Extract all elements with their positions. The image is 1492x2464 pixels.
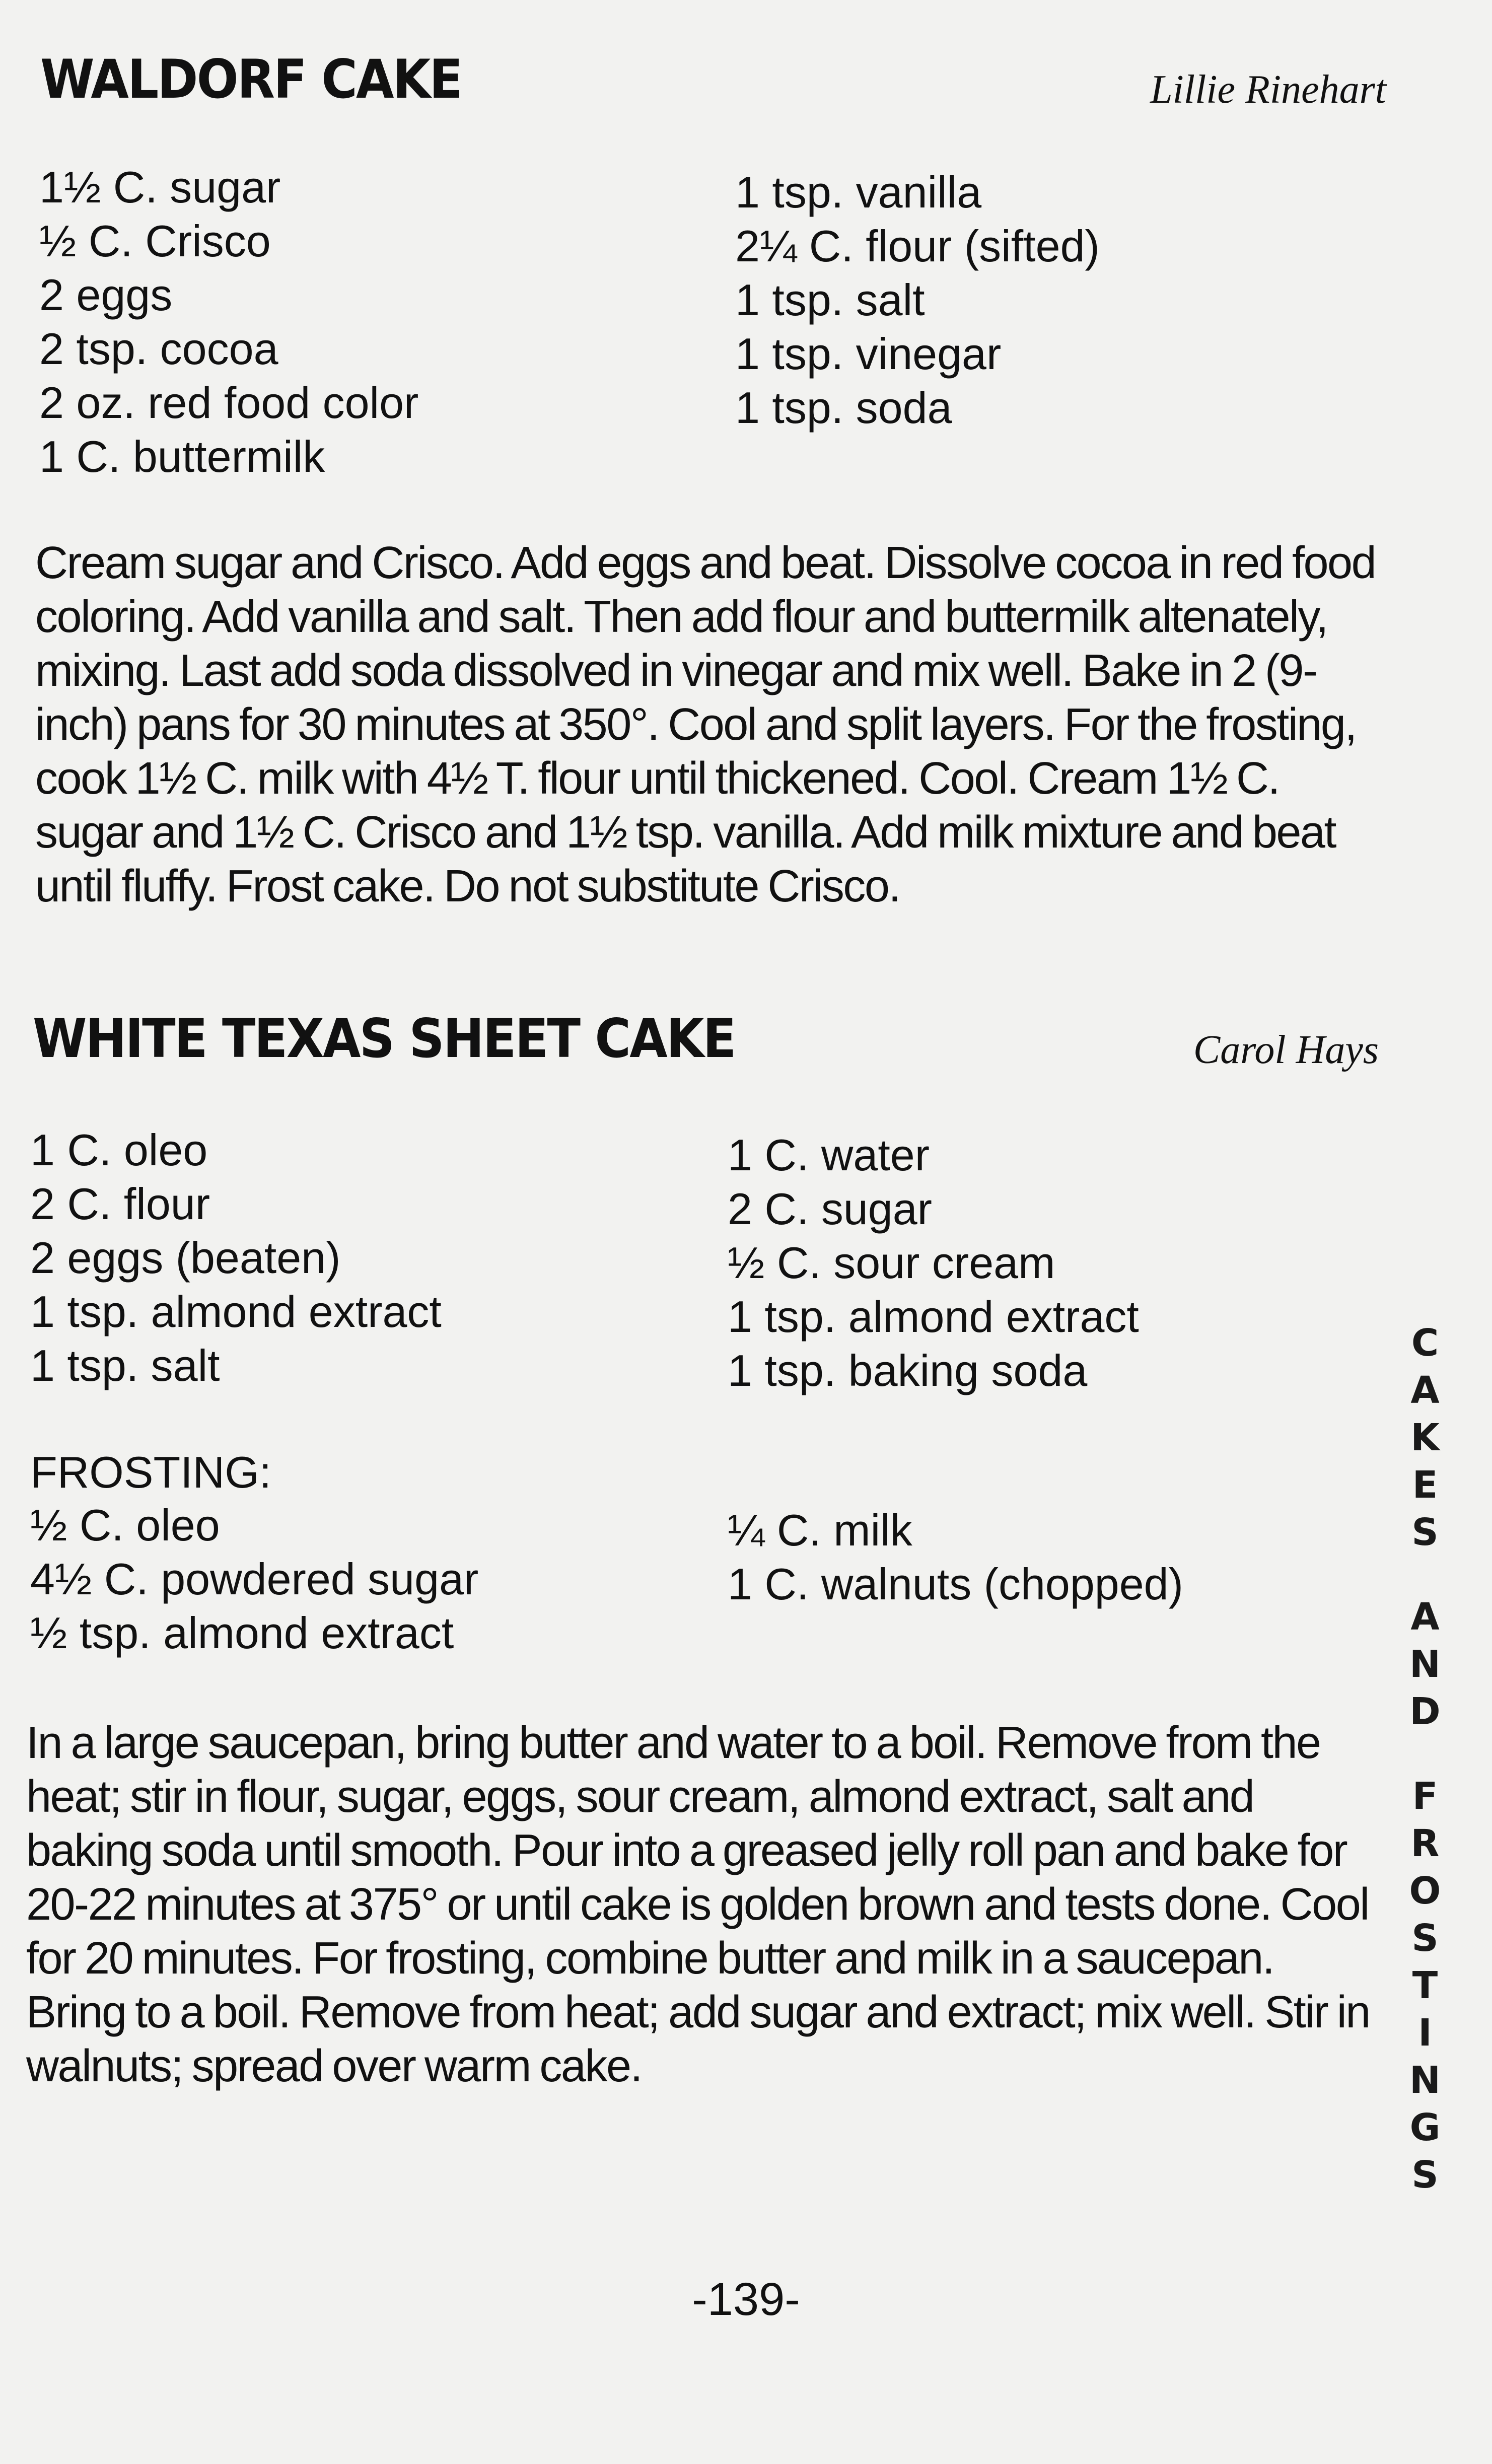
ingredient-item: ½ C. oleo — [30, 1500, 220, 1550]
ingredient-item: ½ C. sour cream — [728, 1238, 1055, 1288]
ingredient-item: ½ C. Crisco — [39, 216, 271, 266]
ingredient-item: 2 eggs (beaten) — [30, 1233, 341, 1283]
chapter-tab-letter: C — [1411, 1321, 1439, 1365]
chapter-tab-letter: S — [1411, 1917, 1439, 1960]
page-number: -139- — [692, 2274, 800, 2325]
chapter-tab-letter: T — [1412, 1964, 1438, 2007]
chapter-tab-letter: K — [1410, 1416, 1440, 1459]
ingredient-item: 1 C. oleo — [30, 1125, 208, 1175]
chapter-tab-letter: A — [1410, 1369, 1440, 1412]
ingredient-item: 2 C. flour — [30, 1179, 210, 1229]
recipe-title: WHITE TEXAS SHEET CAKE — [33, 1008, 735, 1070]
ingredient-item: 1 tsp. vanilla — [735, 167, 982, 217]
recipe-directions: In a large saucepan, bring butter and water to a boil. Remove from the heat; stir in flour, sugar, eggs, sour cream, almond extract, salt and baking soda until smooth. Pour into a greased jelly roll pan and bake for 20-22 minutes at 375° or until cake is golden brown and tests done. Cool for 20 minutes. For frosting, combine butter and milk in a saucepan. Bring to a boil. Remove from heat; add sugar and extract; mix well. Stir in walnuts; spread over warm cake. — [26, 1718, 1370, 2091]
ingredient-list-right — [728, 1128, 1139, 1397]
chapter-tab-letter: F — [1412, 1775, 1438, 1818]
recipe-directions: Cream sugar and Crisco. Add eggs and beat. Dissolve cocoa in red food coloring. Add vanilla and salt. Then add flour and buttermilk altenately, mixing. Last add soda dissolved in vinegar and mix well. Bake in 2 (9-inch) pans for 30 minutes at 350°. Cool and split layers. For the frosting, cook 1½ C. milk with 4½ T. flour until thickened. Cool. Cream 1½ C. sugar and 1½ C. Crisco and 1½ tsp. vanilla. Add milk mixture and beat until fluffy. Frost cake. Do not substitute Crisco. — [35, 538, 1376, 911]
chapter-tab-letter: N — [1409, 1643, 1441, 1686]
recipe-author: Carol Hays — [1193, 1028, 1379, 1072]
ingredient-list-left — [39, 160, 418, 483]
chapter-tab-letter: A — [1410, 1595, 1440, 1639]
ingredient-item: 1 tsp. vinegar — [735, 329, 1002, 379]
recipe-title: WALDORF CAKE — [40, 48, 462, 110]
ingredient-item: 1 tsp. salt — [30, 1341, 220, 1390]
chapter-tab-word — [1400, 1319, 1450, 1556]
chapter-tab-letter: S — [1411, 2153, 1439, 2197]
ingredient-list-right — [735, 165, 1100, 435]
chapter-tab-letter: D — [1409, 1690, 1441, 1733]
recipe-author: Lillie Rinehart — [1150, 67, 1386, 112]
ingredient-item: 2 eggs — [39, 270, 173, 320]
ingredient-item: ½ tsp. almond extract — [30, 1608, 454, 1658]
ingredient-item: 1 tsp. almond extract — [728, 1292, 1139, 1342]
chapter-tab-letter: S — [1411, 1511, 1439, 1554]
ingredient-item: 1 tsp. baking soda — [728, 1346, 1088, 1395]
ingredient-item: 1 C. walnuts (chopped) — [728, 1559, 1183, 1609]
chapter-tab-letter: I — [1418, 2011, 1432, 2055]
frosting-ingredient-list-left — [30, 1498, 478, 1660]
ingredient-item: 1½ C. sugar — [39, 162, 281, 212]
frosting-heading: FROSTING: — [30, 1447, 272, 1497]
frosting-ingredient-list-right — [728, 1503, 1183, 1611]
ingredient-item: 1 tsp. soda — [735, 383, 952, 433]
chapter-tab-letter: G — [1409, 2106, 1441, 2149]
ingredient-item: 1 C. buttermilk — [39, 432, 325, 481]
ingredient-item: 1 tsp. almond extract — [30, 1287, 442, 1336]
ingredient-item: 1 tsp. salt — [735, 275, 925, 325]
chapter-tab — [1400, 1319, 1450, 2236]
chapter-tab-letter: E — [1412, 1463, 1438, 1507]
ingredient-item: ¼ C. milk — [728, 1505, 912, 1555]
chapter-tab-word — [1400, 1593, 1450, 1735]
ingredient-list-left — [30, 1123, 442, 1392]
chapter-tab-letter: N — [1409, 2059, 1441, 2102]
ingredient-item: 2 oz. red food color — [39, 378, 419, 428]
ingredient-item: 2 tsp. cocoa — [39, 324, 278, 374]
chapter-tab-letter: R — [1410, 1822, 1440, 1865]
ingredient-item: 4½ C. powdered sugar — [30, 1554, 479, 1604]
ingredient-item: 2¼ C. flour (sifted) — [735, 221, 1100, 271]
chapter-tab-letter: O — [1409, 1869, 1441, 1913]
ingredient-item: 2 C. sugar — [728, 1184, 932, 1234]
ingredient-item: 1 C. water — [728, 1130, 930, 1180]
chapter-tab-word — [1400, 1773, 1450, 2199]
